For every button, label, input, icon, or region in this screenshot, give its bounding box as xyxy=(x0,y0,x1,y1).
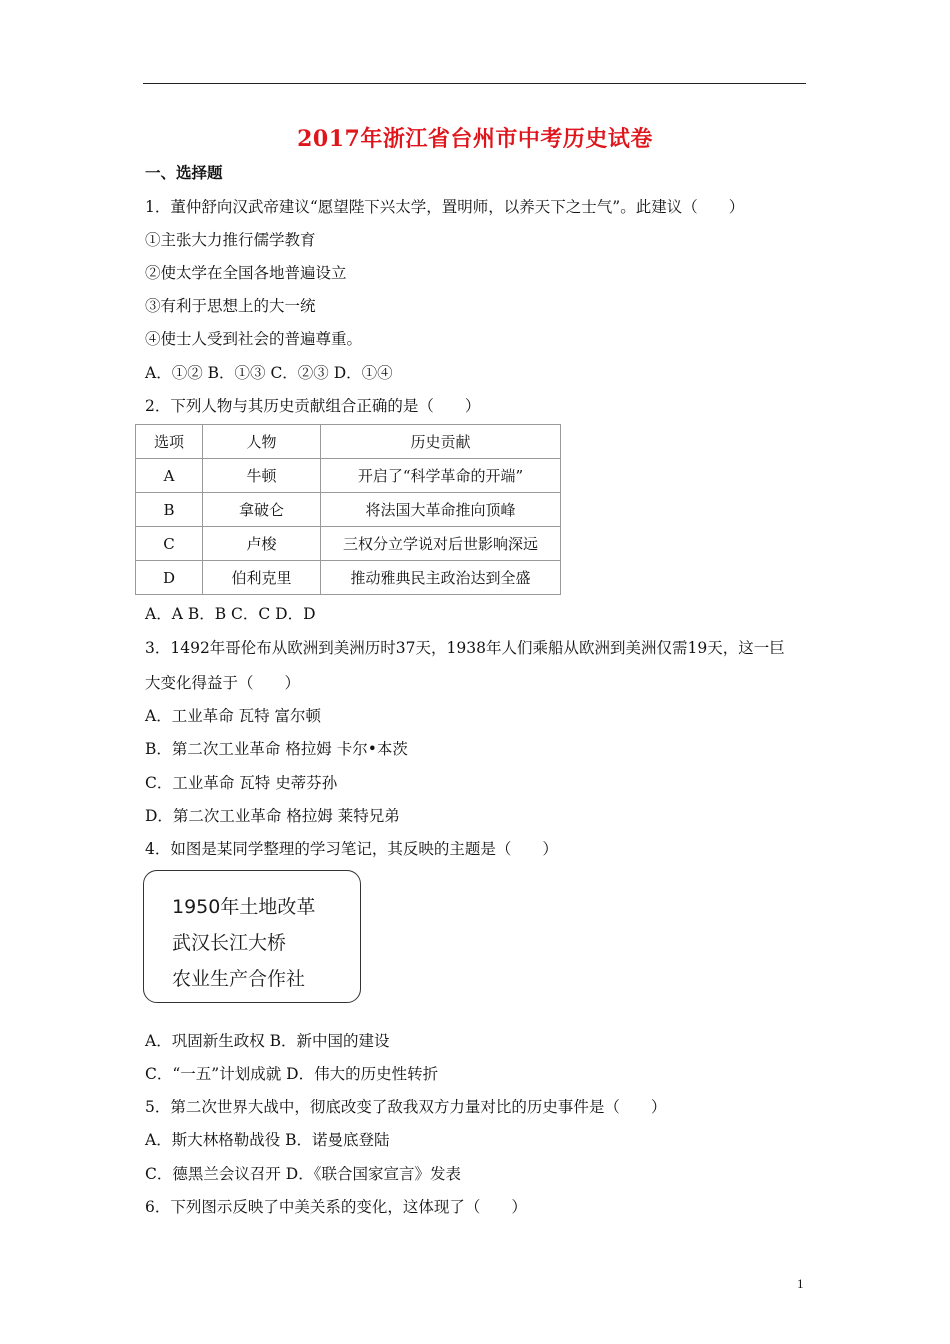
q6-stem: 6．下列图示反映了中美关系的变化，这体现了（ ） xyxy=(145,1198,527,1216)
note-line-1: 1950年土地改革 xyxy=(172,896,316,918)
q2-options: A．A B．B C．C D．D xyxy=(145,605,316,623)
q3-stem-line2: 大变化得益于（ ） xyxy=(145,674,301,692)
table-cell: 牛顿 xyxy=(203,459,321,493)
q3-option-b: B．第二次工业革命 格拉姆 卡尔•本茨 xyxy=(145,740,408,758)
q1-item-1: ①主张大力推行儒学教育 xyxy=(145,231,316,249)
table-header-row xyxy=(136,425,561,459)
q3-option-a: A．工业革命 瓦特 富尔顿 xyxy=(145,707,322,725)
q1-item-2: ②使太学在全国各地普遍设立 xyxy=(145,264,347,282)
q3-option-d: D．第二次工业革命 格拉姆 莱特兄弟 xyxy=(145,807,400,825)
note-line-3: 农业生产合作社 xyxy=(172,968,306,990)
table-header-cell: 选项 xyxy=(136,425,203,459)
table-cell: 伯利克里 xyxy=(203,561,321,595)
q5-options-row1: A．斯大林格勒战役 B．诺曼底登陆 xyxy=(145,1131,390,1149)
study-note-box xyxy=(143,870,361,1003)
table-row xyxy=(136,561,561,595)
q3-stem-line1: 3．1492年哥伦布从欧洲到美洲历时37天，1938年人们乘船从欧洲到美洲仅需19天，这一巨 xyxy=(145,639,785,657)
table-cell: 开启了“科学革命的开端” xyxy=(321,459,561,493)
table-cell: B xyxy=(136,493,203,527)
page-number: 1 xyxy=(797,1276,804,1291)
q4-options-row1: A．巩固新生政权 B．新中国的建设 xyxy=(145,1032,390,1050)
table-cell: A xyxy=(136,459,203,493)
table-row xyxy=(136,527,561,561)
table-row xyxy=(136,459,561,493)
q4-stem: 4．如图是某同学整理的学习笔记，其反映的主题是（ ） xyxy=(145,840,558,858)
q1-item-3: ③有利于思想上的大一统 xyxy=(145,297,316,315)
table-cell: 卢梭 xyxy=(203,527,321,561)
table-row xyxy=(136,493,561,527)
q1-stem: 1．董仲舒向汉武帝建议“愿望陛下兴太学，置明师，以养天下之士气”。此建议（ ） xyxy=(145,198,745,216)
q1-item-4: ④使士人受到社会的普遍尊重。 xyxy=(145,330,363,348)
table-cell: C xyxy=(136,527,203,561)
table-cell: 将法国大革命推向顶峰 xyxy=(321,493,561,527)
q5-stem: 5．第二次世界大战中，彻底改变了敌我双方力量对比的历史事件是（ ） xyxy=(145,1098,667,1116)
page-title: 2017年浙江省台州市中考历史试卷 xyxy=(297,126,653,152)
table-cell: D xyxy=(136,561,203,595)
q5-options-row2: C．德黑兰会议召开 D．《联合国家宣言》发表 xyxy=(145,1165,461,1183)
table-cell: 三权分立学说对后世影响深远 xyxy=(321,527,561,561)
q2-stem: 2．下列人物与其历史贡献组合正确的是（ ） xyxy=(145,397,481,415)
q3-option-c: C．工业革命 瓦特 史蒂芬孙 xyxy=(145,774,338,792)
q1-options: A．①② B．①③ C．②③ D．①④ xyxy=(145,364,393,382)
section-heading: 一、选择题 xyxy=(145,163,223,182)
q2-table xyxy=(135,424,561,595)
table-cell: 拿破仑 xyxy=(203,493,321,527)
table-header-cell: 历史贡献 xyxy=(321,425,561,459)
table-cell: 推动雅典民主政治达到全盛 xyxy=(321,561,561,595)
table-header-cell: 人物 xyxy=(203,425,321,459)
q4-options-row2: C．“一五”计划成就 D．伟大的历史性转折 xyxy=(145,1065,439,1083)
header-rule xyxy=(143,83,806,84)
note-line-2: 武汉长江大桥 xyxy=(172,932,287,954)
